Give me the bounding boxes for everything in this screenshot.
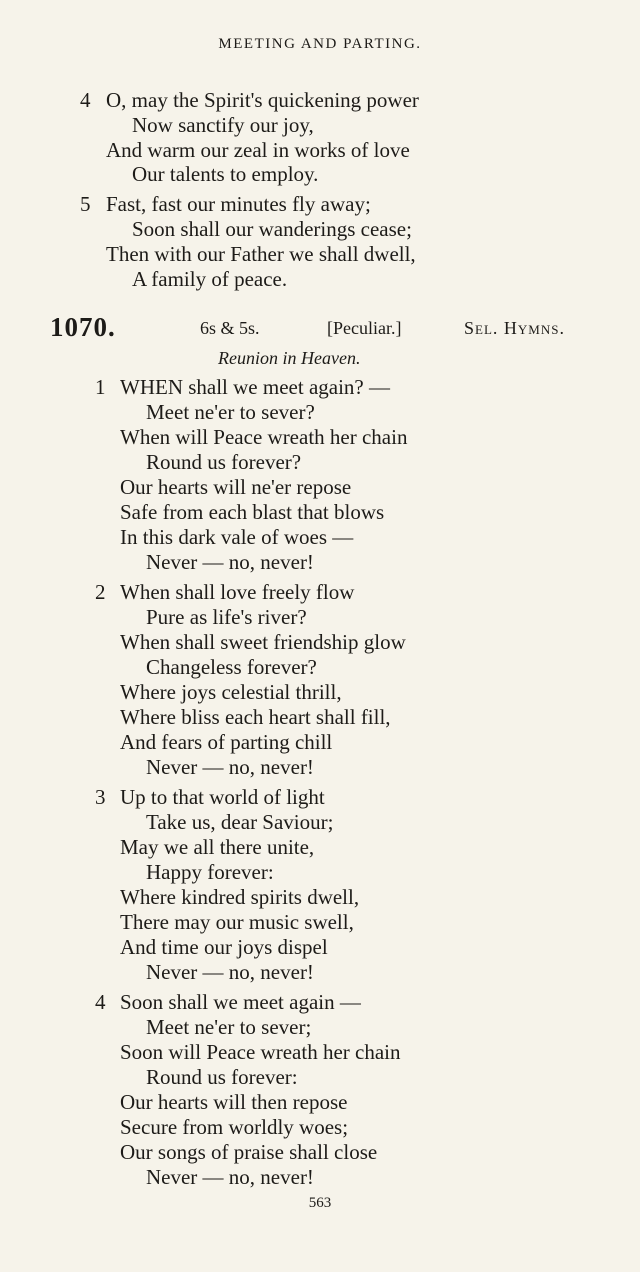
verse-line: In this dark vale of woes — (120, 525, 354, 549)
verse-line: And time our joys dispel (120, 935, 328, 959)
verse-line: Where joys celestial thrill, (120, 680, 342, 704)
hymn-meter: 6s & 5s. (200, 318, 260, 338)
verse-line: Then with our Father we shall dwell, (106, 242, 416, 266)
stanza-number: 4 (95, 990, 106, 1014)
verse-line: WHEN shall we meet again? — (120, 375, 390, 399)
verse-line: Take us, dear Saviour; (146, 810, 334, 834)
verse-line: Fast, fast our minutes fly away; (106, 192, 371, 216)
verse-line: Happy forever: (146, 860, 274, 884)
verse-line: Round us forever? (146, 450, 302, 474)
verse-line: Soon shall we meet again — (120, 990, 361, 1014)
verse-line: Never — no, never! (146, 960, 314, 984)
verse-line: Never — no, never! (146, 1165, 314, 1189)
verse-line: Safe from each blast that blows (120, 500, 385, 524)
verse-line: When shall love freely flow (120, 580, 355, 604)
verse-line: There may our music swell, (120, 910, 354, 934)
hymn-title: Reunion in Heaven. (218, 348, 361, 368)
hymn-source: Sel. Hymns. (464, 318, 565, 338)
verse-line: Secure from worldly woes; (120, 1115, 349, 1139)
hymn-tune-note: [Peculiar.] (327, 318, 402, 338)
verse-line: Our hearts will then repose (120, 1090, 348, 1114)
verse-line: Pure as life's river? (146, 605, 307, 629)
verse-line: Soon shall our wanderings cease; (132, 217, 412, 241)
verse-line: Where bliss each heart shall fill, (120, 705, 391, 729)
stanza-number: 4 (80, 88, 91, 112)
verse-line: Never — no, never! (146, 755, 314, 779)
hymn-number: 1070. (50, 312, 116, 342)
verse-line: A family of peace. (132, 267, 288, 291)
stanza-number: 3 (95, 785, 106, 809)
verse-line: And warm our zeal in works of love (106, 138, 410, 162)
verse-line: Up to that world of light (120, 785, 325, 809)
verse-line: Changeless forever? (146, 655, 317, 679)
verse-line: Our songs of praise shall close (120, 1140, 378, 1164)
verse-line: Where kindred spirits dwell, (120, 885, 360, 909)
verse-line: Soon will Peace wreath her chain (120, 1040, 401, 1064)
verse-line: When will Peace wreath her chain (120, 425, 408, 449)
verse-line: Never — no, never! (146, 550, 314, 574)
verse-line: Round us forever: (146, 1065, 298, 1089)
running-head: MEETING AND PARTING. (218, 36, 422, 52)
verse-line: May we all there unite, (120, 835, 315, 859)
verse-line: Now sanctify our joy, (132, 113, 314, 137)
verse-line: And fears of parting chill (120, 730, 333, 754)
verse-line: Our talents to employ. (132, 162, 319, 186)
verse-line: Meet ne'er to sever? (146, 400, 315, 424)
stanza-number: 1 (95, 375, 106, 399)
stanza-number: 2 (95, 580, 106, 604)
page-number: 563 (308, 1195, 332, 1211)
verse-line: When shall sweet friendship glow (120, 630, 406, 654)
verse-line: O, may the Spirit's quickening power (106, 88, 419, 112)
verse-line: Our hearts will ne'er repose (120, 475, 352, 499)
verse-line: Meet ne'er to sever; (146, 1015, 312, 1039)
stanza-number: 5 (80, 192, 91, 216)
